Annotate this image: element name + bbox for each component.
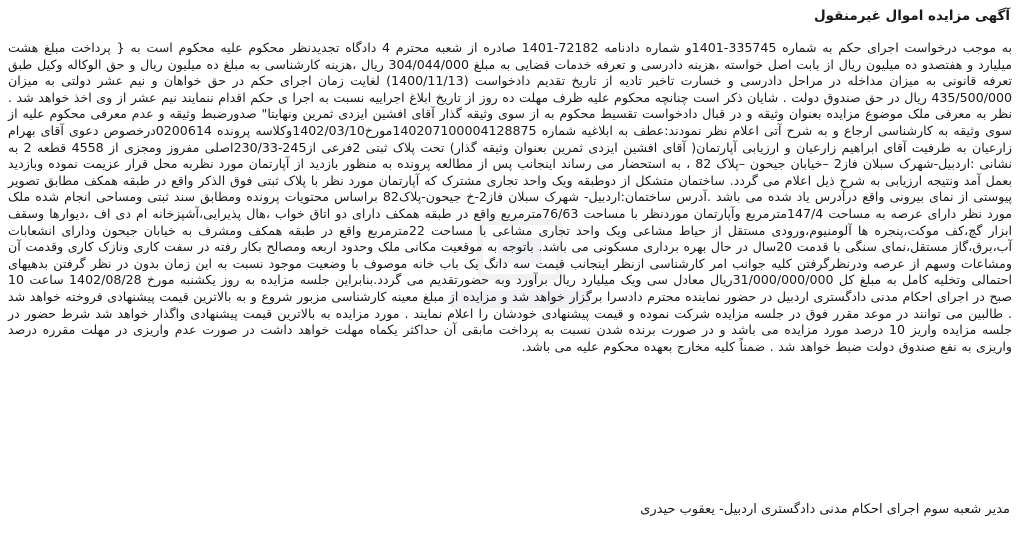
signature-line: مدیر شعبه سوم اجرای احکام مدنی دادگستری اردبیل- یعقوب حیدری (640, 502, 1010, 517)
notice-title: آگهی مزایده اموال غیرمنقول (813, 8, 1010, 24)
notice-body: به موجب درخواست اجرای حکم به شماره 335745-1401و شماره دادنامه 72182-1401 صادره از شعبه محترم 4 دادگاه تجدیدنظر محکوم علیه محکوم است به { پرداخت مبلغ هشت میلیارد و هفتصدو ده میلیون ریال از بابت اصل خواسته ،هزینه دادرسی و تعرفه خدمات قضایی به مبلغ 304/044/000 ریال ،هزینه کارشناسی به مبلغ ده میلیون ریال و حق الوکاله وکیل طبق تعرفه قانونی به میزان مداخله در مراحل دادرسی و خسارت تاخیر تادیه از تاریخ تقدیم دادخواست (1400/11/13) لغایت زمان اجرای حکم در حق خواهان و نیم عشر دولتی به میزان 435/500/000 ریال در حق صندوق دولت . شایان ذکر است چنانچه محکوم علیه ظرف مهلت ده روز از تاریخ ابلاغ اجراییه نسبت به اجرا ی حکم اقدام ننمایند نیم عشر از وی اخذ خواهد شد . نظر به معرفی ملک موضوع مزایده بعنوان وثیقه و در قبال دادخواست تقسیط محکوم به از سوی وثیقه گذار آقای افشین ایزدی ثمرین ونهایتا" صدورضبط وثیقه و عدم معرفی محکوم علیه از سوی وثیقه به کارشناسی ارجاع و به شرح آتی اعلام نظر نمودند:عطف به ابلاغیه شماره 140207100004128875مورخ1402/03/10وکلاسه پرونده 0200614درخصوص دعوی آقای بهرام زارعیان به طرفیت آقای ابراهیم زارعیان و ارزیابی آپارتمان( آقای افشین ایزدی ثمرین بعنوان وثیقه گذار) تحت پلاک ثبتی 2فرعی از245-230/33اصلی مفروز ومجزی از 4558 قطعه 2 به نشانی :اردبیل-شهرک سبلان فاز2 –خیابان جیحون –پلاک 82 ، به استحضار می رساند اینجانب پس از مطالعه پرونده به منظور بازدید از آپارتمان مورد نظربه محل قرار عزیمت نموده وبازدید بعمل آمد ونتیجه ارزیابی به شرح ذیل اعلام می گردد. ساختمان متشکل از دوطبقه ویک واحد تجاری مشترک که آپارتمان مورد نظر با پلاک ثبتی فوق الذکر واقع در طبقه همکف مطابق تصویر پیوستی از نمای بیرونی واقع درآدرس یاد شده می باشد .آدرس ساختمان:اردبیل- شهرک سبلان فاز2-خ جیحون-پلاک82 براساس محتویات پرونده ومطابق سند ثبتی ومساحی انجام شده ملک مورد نظر دارای عرصه به مساحت 147/4مترمربع وآپارتمان موردنظر با مساحت 76/63مترمربع واقع در طبقه همکف دارای دو اتاق خواب ،هال پذیرایی،آشپزخانه ام دی اف ،دیوارها وسقف ابزار گچ،کف موکت،پنجره ها آلومنیوم،ورودی مستقل از حیاط مشاعی ویک واحد تجاری مشاعی با مساحت 22مترمربع واقع در طبقه همکف ومشرف به خیابان جیحون ودارای انشعابات آب،برق،گاز مستقل،نمای سنگی با قدمت 20سال در حال بهره برداری مسکونی می باشد. باتوجه به موقعیت مکانی ملک وحدود اربعه ومصالح بکار رفته در سفت کاری ونازک کاری وقدمت آن ومشاعات وسهم از عرصه ودرنظرگرفتن کلیه جوانب امر کارشناسی ازنظر اینجانب قیمت سه دانگ یک باب خانه موصوف با وضعیت موجود نسبت به این زمان بدون در نظر گرفتن بدهیهای احتمالی وتخلیه کامل به مبلغ کل 31/000/000/000ریال معادل سی ویک میلیارد ریال برآورد وبه حضورتقدیم می گردد.بنابراین جلسه مزایده به روز یکشنبه مورخ 1402/08/28 ساعت 10 صبح در اجرای احکام مدنی دادگستری اردبیل در حضور نماینده محترم دادسرا برگزار خواهد شد و مزایده از مبلغ معینه کارشناسی مزبور شروع و به بالاترین قیمت پیشنهادی فروخته خواهد شد . طالبین می توانند در موعد مقرر فوق در جلسه مزایده شرکت نموده و قیمت پیشنهادی خودشان را اعلام نمایند . مورد مزایده به بالاترین قیمت پیشنهادی واگذار خواهد شد شرط حضور در جلسه مزایده واریز 10 درصد مورد مزایده می باشد و در صورت برنده شدن نسبت به پرداخت مابقی آن حداکثر یکماه مهلت خواهد داشت در صورت عدم واریزی در مهلت مقرره درصد واریزی به نفع صندوق دولت ضبط خواهد شد . ضمناً کلیه مخارج بعهده محکوم علیه می باشد. (8, 40, 1013, 354)
